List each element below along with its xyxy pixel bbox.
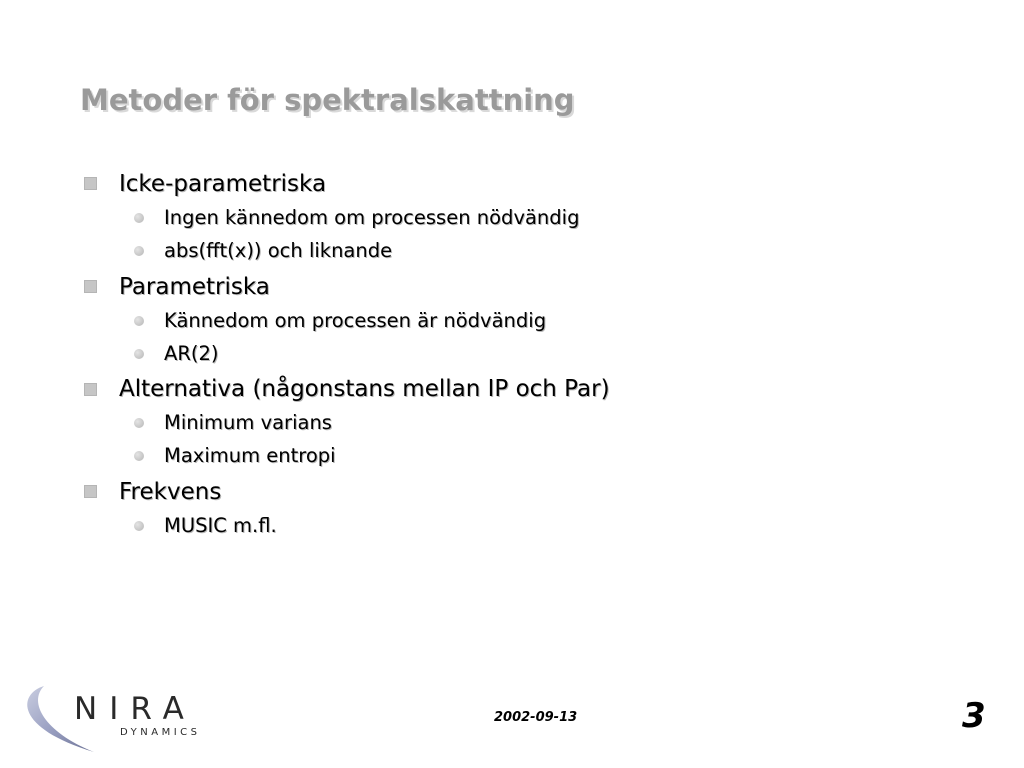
round-bullet-icon (134, 418, 144, 428)
sub-bullet-item: Ingen kännedom om processen nödvändig (164, 206, 580, 229)
company-logo (14, 680, 214, 760)
sub-bullet-item: Kännedom om processen är nödvändig (164, 309, 547, 332)
sub-bullet-item: abs(fft(x)) och liknande (164, 239, 393, 262)
bullet-item: Parametriska (119, 274, 270, 300)
square-bullet-icon (84, 383, 97, 396)
page-number: 3 (962, 696, 986, 736)
logo-tagline: DYNAMICS (120, 727, 201, 738)
bullet-item: Frekvens (119, 479, 222, 505)
square-bullet-icon (84, 280, 97, 293)
round-bullet-icon (134, 451, 144, 461)
slide-title: Metoder för spektralskattning (80, 83, 575, 117)
round-bullet-icon (134, 246, 144, 256)
round-bullet-icon (134, 213, 144, 223)
sub-bullet-item: Maximum entropi (164, 444, 336, 467)
logo-wordmark: NIRA (74, 691, 196, 727)
bullet-item: Alternativa (någonstans mellan IP och Par) (119, 376, 610, 402)
square-bullet-icon (84, 485, 97, 498)
sub-bullet-item: MUSIC m.fl. (164, 514, 277, 537)
sub-bullet-item: Minimum varians (164, 411, 332, 434)
bullet-item: Icke-parametriska (119, 171, 327, 197)
round-bullet-icon (134, 316, 144, 326)
sub-bullet-item: AR(2) (164, 342, 219, 365)
round-bullet-icon (134, 349, 144, 359)
round-bullet-icon (134, 521, 144, 531)
square-bullet-icon (84, 177, 97, 190)
footer-date: 2002-09-13 (494, 710, 578, 725)
